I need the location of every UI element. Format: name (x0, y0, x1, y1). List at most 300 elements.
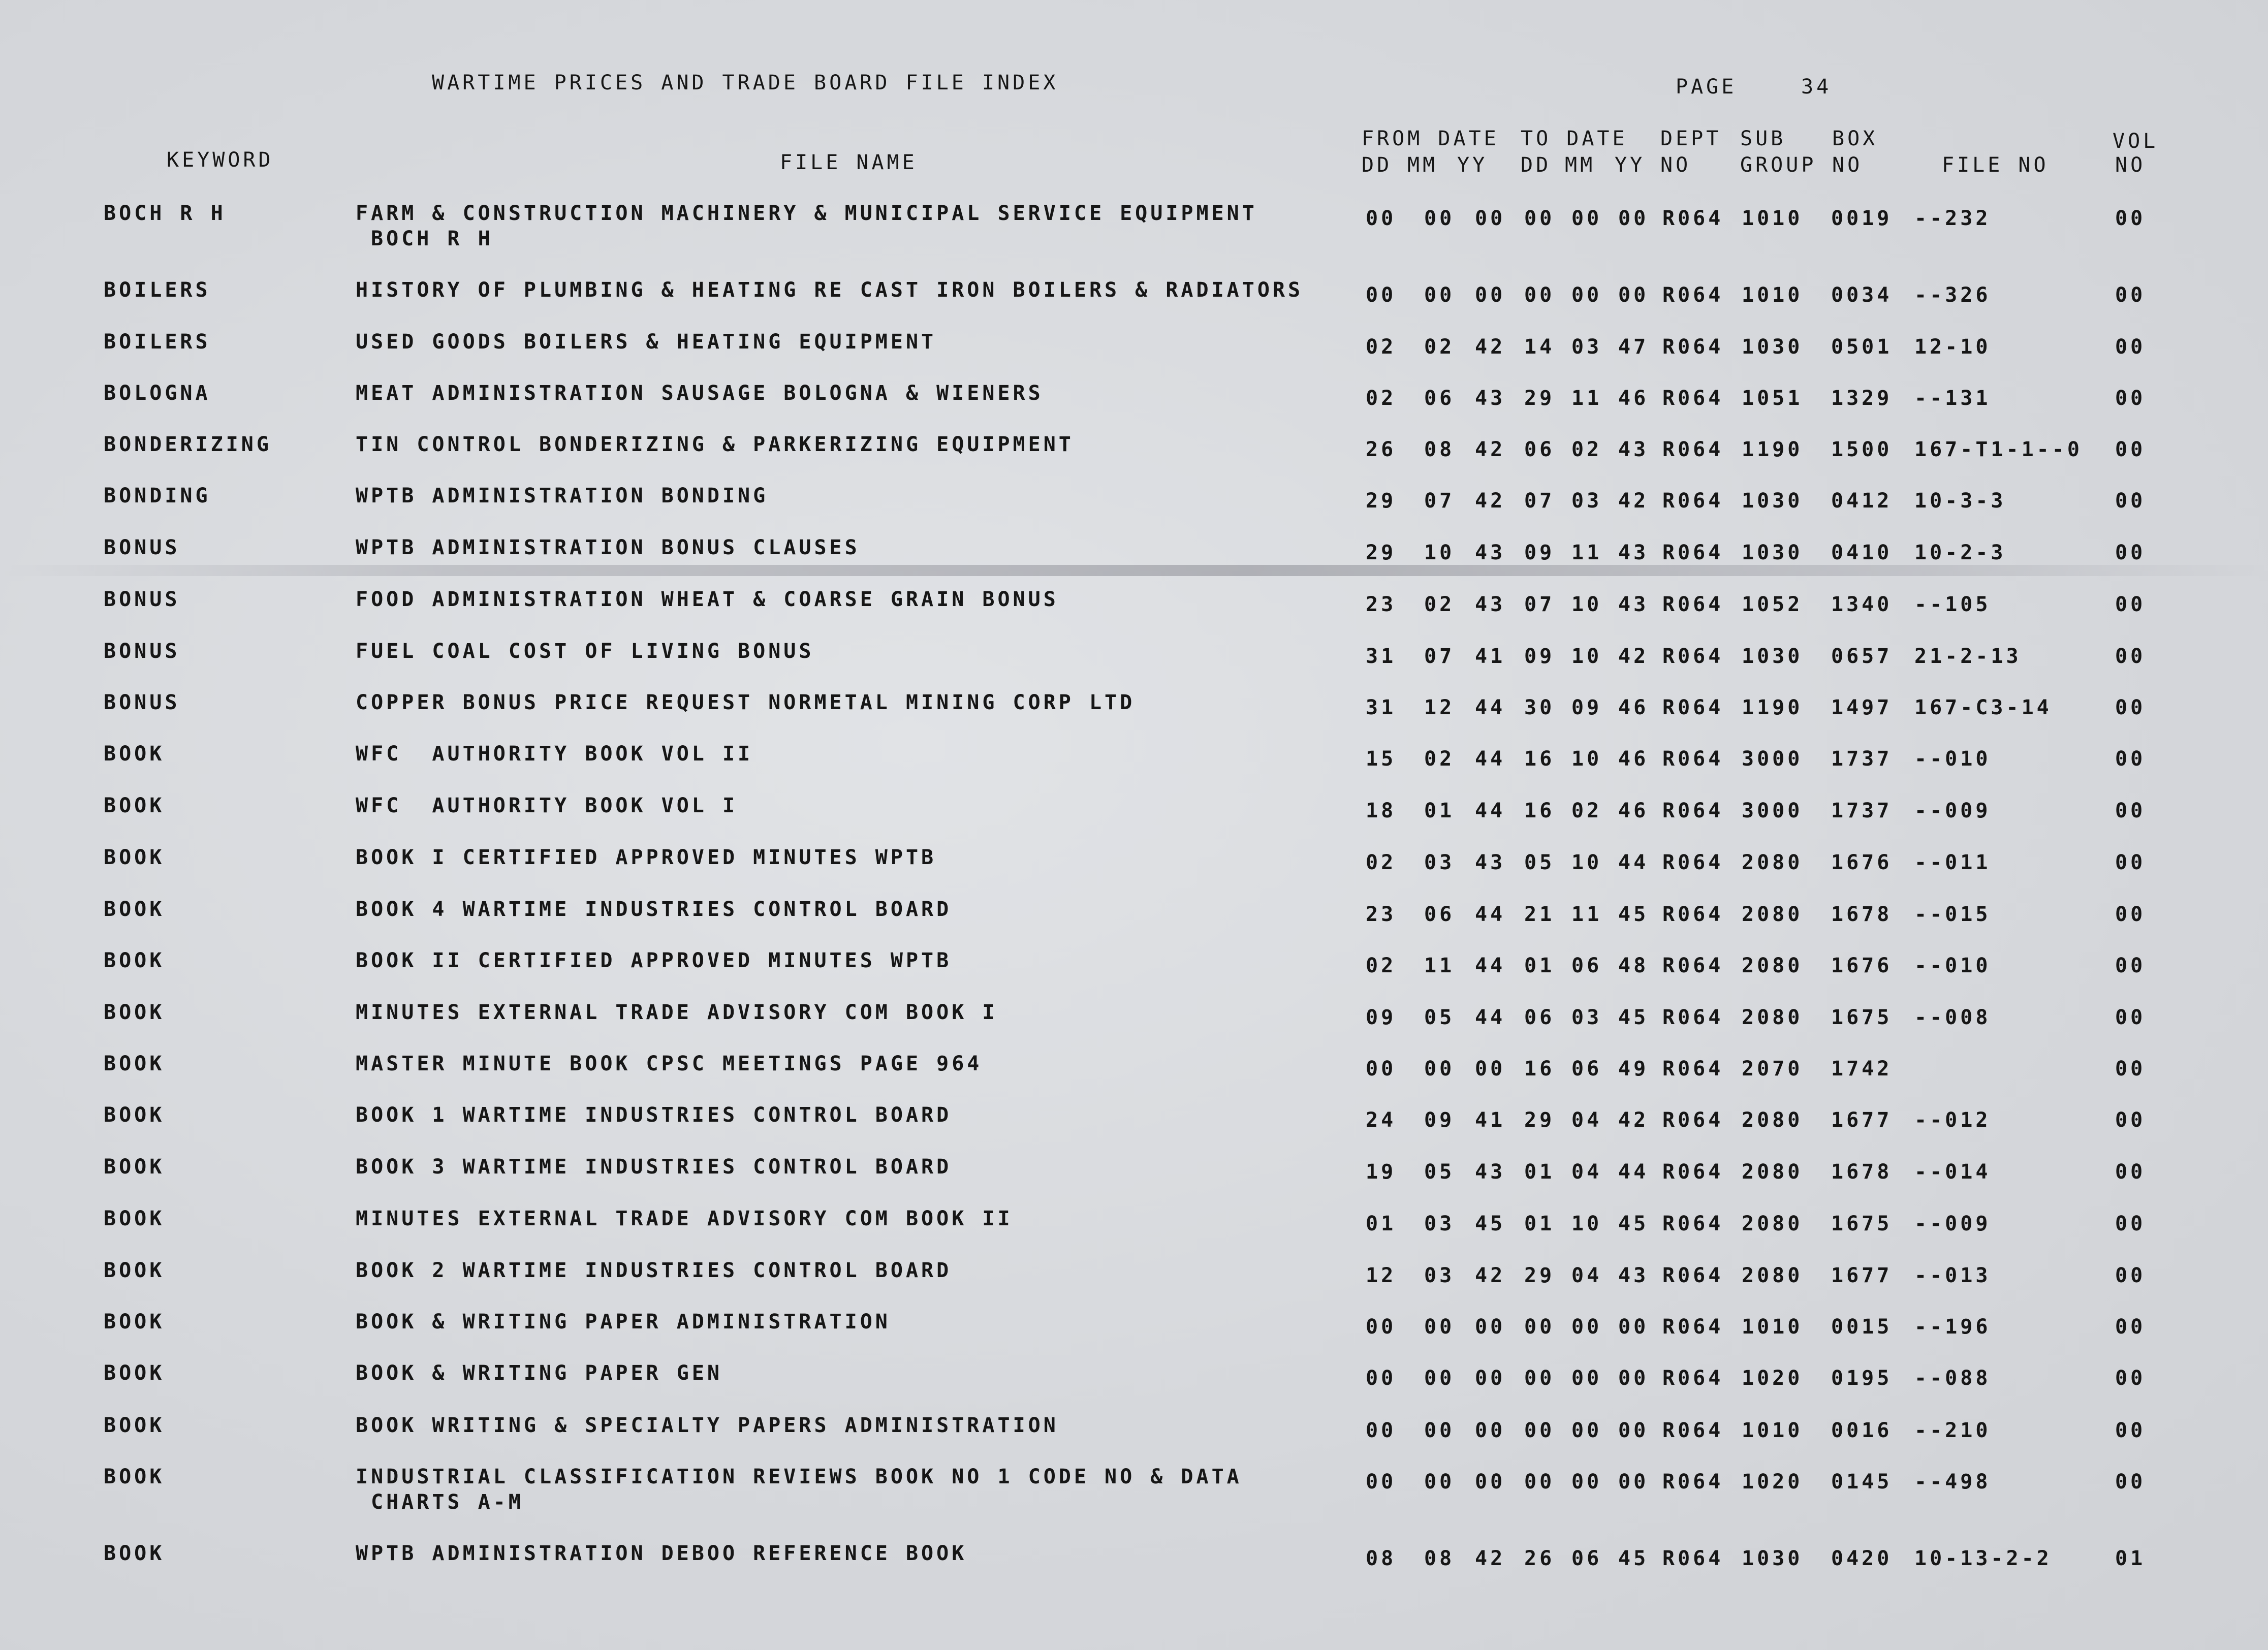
col-header-vol: VOL (2113, 130, 2159, 153)
cell-box-no: 0501 (1831, 335, 1893, 359)
cell-to-dd: 16 (1524, 1057, 1555, 1081)
table-row (0, 201, 2268, 257)
cell-file-name: WFC AUTHORITY BOOK VOL I (356, 794, 738, 817)
col-header-from-mm: MM (1407, 153, 1438, 177)
cell-from-mm: 00 (1424, 1470, 1455, 1494)
cell-to-mm: 02 (1571, 799, 1602, 822)
cell-from-mm: 00 (1424, 1057, 1455, 1081)
table-row (0, 897, 2268, 953)
cell-from-mm: 00 (1424, 283, 1455, 307)
cell-file-no: --010 (1914, 954, 1991, 977)
col-header-from-date: FROM DATE (1362, 127, 1499, 150)
cell-file-name: FUEL COAL COST OF LIVING BONUS (356, 640, 814, 663)
cell-to-dd: 00 (1524, 1315, 1555, 1339)
cell-vol-no: 00 (2115, 747, 2146, 771)
cell-to-mm: 09 (1571, 696, 1602, 719)
cell-keyword: BOCH R H (104, 202, 226, 225)
cell-to-dd: 00 (1524, 207, 1555, 230)
table-row (0, 1000, 2268, 1056)
cell-file-no: --326 (1914, 283, 1991, 307)
cell-box-no: 1677 (1831, 1264, 1893, 1287)
col-header-file-no: FILE NO (1942, 153, 2049, 177)
cell-dept-no: R064 (1662, 541, 1724, 564)
cell-vol-no: 00 (2115, 335, 2146, 359)
table-row (0, 380, 2268, 436)
cell-file-no: --008 (1914, 1006, 1991, 1029)
table-row (0, 793, 2268, 849)
cell-box-no: 1737 (1831, 747, 1893, 771)
cell-from-yy: 44 (1475, 903, 1506, 926)
cell-from-yy: 45 (1475, 1212, 1506, 1235)
cell-file-no: 167-C3-14 (1914, 696, 2052, 719)
table-row (0, 1102, 2268, 1158)
cell-to-yy: 45 (1618, 903, 1649, 926)
cell-to-dd: 07 (1524, 593, 1555, 616)
cell-to-yy: 45 (1618, 1212, 1649, 1235)
cell-box-no: 1675 (1831, 1212, 1893, 1235)
cell-vol-no: 00 (2115, 696, 2146, 719)
cell-to-dd: 21 (1524, 903, 1555, 926)
cell-box-no: 0420 (1831, 1547, 1893, 1570)
cell-from-mm: 10 (1424, 541, 1455, 564)
cell-vol-no: 00 (2115, 387, 2146, 410)
cell-dept-no: R064 (1662, 1547, 1724, 1570)
cell-dept-no: R064 (1662, 283, 1724, 307)
cell-to-dd: 14 (1524, 335, 1555, 359)
cell-vol-no: 00 (2115, 799, 2146, 822)
cell-box-no: 1500 (1831, 438, 1893, 461)
cell-dept-no: R064 (1662, 1419, 1724, 1442)
cell-sub-group: 1030 (1742, 489, 1803, 513)
cell-dept-no: R064 (1662, 851, 1724, 874)
cell-from-yy: 00 (1475, 1367, 1506, 1390)
cell-to-dd: 26 (1524, 1547, 1555, 1570)
cell-from-mm: 05 (1424, 1006, 1455, 1029)
col-header-from-yy: YY (1457, 153, 1488, 177)
table-row (0, 690, 2268, 746)
cell-file-name: MEAT ADMINISTRATION SAUSAGE BOLOGNA & WIENERS (356, 382, 1044, 405)
cell-box-no: 0412 (1831, 489, 1893, 513)
cell-keyword: BONUS (104, 536, 180, 559)
cell-file-no: --210 (1914, 1419, 1991, 1442)
cell-from-dd: 00 (1366, 1470, 1397, 1494)
cell-to-yy: 46 (1618, 799, 1649, 822)
cell-to-dd: 29 (1524, 1108, 1555, 1132)
cell-dept-no: R064 (1662, 954, 1724, 977)
cell-file-no: --232 (1914, 207, 1991, 230)
cell-from-dd: 12 (1366, 1264, 1397, 1287)
cell-keyword: BONDING (104, 484, 211, 507)
cell-dept-no: R064 (1662, 645, 1724, 668)
page-number: 34 (1801, 75, 1832, 99)
cell-from-dd: 15 (1366, 747, 1397, 771)
cell-keyword: BOOK (104, 846, 165, 869)
col-header-box-no: NO (1832, 153, 1863, 177)
cell-vol-no: 00 (2115, 1315, 2146, 1339)
cell-file-name-continuation: BOCH R H (371, 227, 493, 250)
cell-to-yy: 46 (1618, 387, 1649, 410)
cell-vol-no: 00 (2115, 1419, 2146, 1442)
cell-keyword: BOOK (104, 1542, 165, 1565)
cell-to-mm: 02 (1571, 438, 1602, 461)
cell-sub-group: 1020 (1742, 1470, 1803, 1494)
cell-file-no: 21-2-13 (1914, 645, 2022, 668)
cell-to-mm: 06 (1571, 954, 1602, 977)
cell-to-yy: 42 (1618, 645, 1649, 668)
cell-from-yy: 42 (1475, 1264, 1506, 1287)
cell-vol-no: 00 (2115, 1160, 2146, 1184)
cell-dept-no: R064 (1662, 1212, 1724, 1235)
cell-from-dd: 02 (1366, 851, 1397, 874)
cell-to-dd: 16 (1524, 747, 1555, 771)
cell-file-name: USED GOODS BOILERS & HEATING EQUIPMENT (356, 330, 937, 354)
cell-dept-no: R064 (1662, 1470, 1724, 1494)
cell-from-yy: 41 (1475, 1108, 1506, 1132)
cell-file-name: WPTB ADMINISTRATION DEBOO REFERENCE BOOK (356, 1542, 967, 1565)
cell-sub-group: 1030 (1742, 335, 1803, 359)
cell-dept-no: R064 (1662, 1006, 1724, 1029)
cell-vol-no: 00 (2115, 207, 2146, 230)
cell-to-dd: 01 (1524, 954, 1555, 977)
col-header-box: BOX (1832, 127, 1878, 150)
cell-dept-no: R064 (1662, 489, 1724, 513)
cell-from-yy: 41 (1475, 645, 1506, 668)
cell-sub-group: 1190 (1742, 696, 1803, 719)
cell-dept-no: R064 (1662, 799, 1724, 822)
cell-dept-no: R064 (1662, 696, 1724, 719)
cell-file-name: WPTB ADMINISTRATION BONDING (356, 484, 769, 507)
table-row (0, 1360, 2268, 1416)
cell-from-dd: 00 (1366, 1315, 1397, 1339)
cell-vol-no: 00 (2115, 903, 2146, 926)
cell-file-name: BOOK & WRITING PAPER GEN (356, 1361, 722, 1385)
cell-dept-no: R064 (1662, 1264, 1724, 1287)
cell-from-dd: 00 (1366, 207, 1397, 230)
cell-to-mm: 10 (1571, 593, 1602, 616)
cell-from-mm: 11 (1424, 954, 1455, 977)
cell-to-dd: 30 (1524, 696, 1555, 719)
cell-from-mm: 03 (1424, 851, 1455, 874)
cell-vol-no: 00 (2115, 645, 2146, 668)
cell-to-mm: 10 (1571, 747, 1602, 771)
cell-box-no: 1737 (1831, 799, 1893, 822)
cell-to-yy: 46 (1618, 696, 1649, 719)
cell-to-yy: 00 (1618, 1315, 1649, 1339)
cell-box-no: 1677 (1831, 1108, 1893, 1132)
cell-to-mm: 11 (1571, 541, 1602, 564)
cell-to-yy: 44 (1618, 1160, 1649, 1184)
table-row (0, 277, 2268, 333)
table-row (0, 741, 2268, 797)
cell-sub-group: 1030 (1742, 1547, 1803, 1570)
cell-box-no: 0019 (1831, 207, 1893, 230)
table-row (0, 1154, 2268, 1210)
cell-to-yy: 00 (1618, 1470, 1649, 1494)
cell-from-yy: 43 (1475, 851, 1506, 874)
cell-from-mm: 02 (1424, 593, 1455, 616)
cell-from-yy: 00 (1475, 1470, 1506, 1494)
cell-to-yy: 43 (1618, 541, 1649, 564)
cell-keyword: BOILERS (104, 330, 211, 354)
cell-file-no: --088 (1914, 1367, 1991, 1390)
cell-to-yy: 47 (1618, 335, 1649, 359)
cell-to-yy: 43 (1618, 1264, 1649, 1287)
cell-from-dd: 02 (1366, 954, 1397, 977)
cell-dept-no: R064 (1662, 207, 1724, 230)
cell-from-dd: 00 (1366, 1367, 1397, 1390)
cell-from-yy: 42 (1475, 489, 1506, 513)
cell-sub-group: 2080 (1742, 1212, 1803, 1235)
cell-vol-no: 00 (2115, 283, 2146, 307)
cell-from-yy: 44 (1475, 799, 1506, 822)
cell-sub-group: 1030 (1742, 645, 1803, 668)
cell-to-dd: 29 (1524, 387, 1555, 410)
cell-file-name: FOOD ADMINISTRATION WHEAT & COARSE GRAIN BONUS (356, 588, 1059, 611)
cell-file-no: --012 (1914, 1108, 1991, 1132)
cell-file-no: --009 (1914, 1212, 1991, 1235)
cell-from-yy: 42 (1475, 438, 1506, 461)
cell-dept-no: R064 (1662, 903, 1724, 926)
cell-keyword: BONUS (104, 691, 180, 714)
cell-file-name: BOOK 3 WARTIME INDUSTRIES CONTROL BOARD (356, 1155, 952, 1179)
cell-to-yy: 43 (1618, 438, 1649, 461)
cell-to-dd: 09 (1524, 541, 1555, 564)
cell-from-yy: 43 (1475, 387, 1506, 410)
cell-vol-no: 00 (2115, 1057, 2146, 1081)
table-row (0, 432, 2268, 488)
cell-from-dd: 00 (1366, 1419, 1397, 1442)
table-row (0, 483, 2268, 539)
cell-dept-no: R064 (1662, 387, 1724, 410)
cell-to-mm: 10 (1571, 851, 1602, 874)
page-label: PAGE (1676, 75, 1737, 99)
cell-file-name: HISTORY OF PLUMBING & HEATING RE CAST IRON BOILERS & RADIATORS (356, 278, 1304, 302)
cell-keyword: BOOK (104, 1052, 165, 1075)
cell-from-yy: 44 (1475, 747, 1506, 771)
cell-keyword: BOOK (104, 949, 165, 972)
cell-file-name: MINUTES EXTERNAL TRADE ADVISORY COM BOOK I (356, 1001, 998, 1024)
table-row (0, 1258, 2268, 1314)
cell-vol-no: 00 (2115, 541, 2146, 564)
cell-to-mm: 00 (1571, 1315, 1602, 1339)
cell-from-yy: 00 (1475, 1419, 1506, 1442)
cell-from-yy: 42 (1475, 1547, 1506, 1570)
cell-keyword: BOOK (104, 1310, 165, 1334)
cell-to-dd: 06 (1524, 438, 1555, 461)
cell-from-mm: 08 (1424, 438, 1455, 461)
cell-sub-group: 2080 (1742, 954, 1803, 977)
cell-file-name: TIN CONTROL BONDERIZING & PARKERIZING EQUIPMENT (356, 433, 1074, 456)
cell-to-dd: 01 (1524, 1212, 1555, 1235)
cell-from-mm: 09 (1424, 1108, 1455, 1132)
cell-to-dd: 16 (1524, 799, 1555, 822)
cell-to-dd: 06 (1524, 1006, 1555, 1029)
cell-sub-group: 1010 (1742, 1419, 1803, 1442)
cell-dept-no: R064 (1662, 1057, 1724, 1081)
cell-sub-group: 2080 (1742, 903, 1803, 926)
cell-dept-no: R064 (1662, 335, 1724, 359)
cell-vol-no: 00 (2115, 851, 2146, 874)
cell-box-no: 1676 (1831, 954, 1893, 977)
cell-to-mm: 11 (1571, 387, 1602, 410)
cell-from-dd: 19 (1366, 1160, 1397, 1184)
cell-from-mm: 01 (1424, 799, 1455, 822)
cell-from-dd: 23 (1366, 593, 1397, 616)
cell-file-no: 10-3-3 (1914, 489, 2006, 513)
table-row (0, 1309, 2268, 1365)
cell-sub-group: 1030 (1742, 541, 1803, 564)
cell-file-no: --014 (1914, 1160, 1991, 1184)
cell-from-mm: 12 (1424, 696, 1455, 719)
cell-file-no: 10-13-2-2 (1914, 1547, 2052, 1570)
cell-sub-group: 2080 (1742, 1264, 1803, 1287)
table-row (0, 535, 2268, 591)
table-row (0, 1051, 2268, 1107)
cell-dept-no: R064 (1662, 747, 1724, 771)
cell-file-name: MINUTES EXTERNAL TRADE ADVISORY COM BOOK II (356, 1207, 1013, 1230)
cell-from-yy: 43 (1475, 541, 1506, 564)
cell-vol-no: 00 (2115, 593, 2146, 616)
col-header-sub-group: GROUP (1740, 153, 1817, 177)
cell-vol-no: 00 (2115, 1006, 2146, 1029)
cell-box-no: 1329 (1831, 387, 1893, 410)
cell-keyword: BOLOGNA (104, 382, 211, 405)
cell-to-dd: 29 (1524, 1264, 1555, 1287)
cell-box-no: 1675 (1831, 1006, 1893, 1029)
col-header-dept: DEPT (1660, 127, 1722, 150)
cell-file-no: --196 (1914, 1315, 1991, 1339)
cell-file-name: BOOK I CERTIFIED APPROVED MINUTES WPTB (356, 846, 937, 869)
cell-file-name: MASTER MINUTE BOOK CPSC MEETINGS PAGE 964 (356, 1052, 983, 1075)
page-title: WARTIME PRICES AND TRADE BOARD FILE INDEX (432, 71, 1059, 94)
col-header-to-yy: YY (1615, 153, 1646, 177)
cell-file-no: 12-10 (1914, 335, 1991, 359)
cell-box-no: 1678 (1831, 1160, 1893, 1184)
col-header-vol-no: NO (2115, 153, 2146, 177)
cell-vol-no: 00 (2115, 1367, 2146, 1390)
cell-dept-no: R064 (1662, 1315, 1724, 1339)
cell-from-dd: 31 (1366, 696, 1397, 719)
cell-keyword: BOOK (104, 1414, 165, 1437)
cell-to-mm: 11 (1571, 903, 1602, 926)
cell-file-no: --011 (1914, 851, 1991, 874)
cell-file-no: --013 (1914, 1264, 1991, 1287)
cell-from-yy: 00 (1475, 1057, 1506, 1081)
cell-sub-group: 2080 (1742, 1006, 1803, 1029)
cell-to-yy: 00 (1618, 207, 1649, 230)
cell-file-no: --498 (1914, 1470, 1991, 1494)
cell-from-dd: 08 (1366, 1547, 1397, 1570)
cell-file-no: 167-T1-1--0 (1914, 438, 2083, 461)
cell-dept-no: R064 (1662, 438, 1724, 461)
cell-to-yy: 45 (1618, 1006, 1649, 1029)
cell-to-mm: 00 (1571, 207, 1602, 230)
cell-from-dd: 24 (1366, 1108, 1397, 1132)
table-row (0, 845, 2268, 901)
cell-sub-group: 2080 (1742, 1108, 1803, 1132)
cell-sub-group: 2080 (1742, 851, 1803, 874)
col-header-dept-no: NO (1660, 153, 1691, 177)
cell-from-mm: 00 (1424, 207, 1455, 230)
cell-dept-no: R064 (1662, 593, 1724, 616)
cell-file-name: COPPER BONUS PRICE REQUEST NORMETAL MINING CORP LTD (356, 691, 1136, 714)
cell-from-dd: 18 (1366, 799, 1397, 822)
cell-dept-no: R064 (1662, 1160, 1724, 1184)
cell-from-dd: 29 (1366, 489, 1397, 513)
cell-sub-group: 3000 (1742, 747, 1803, 771)
cell-to-dd: 00 (1524, 1419, 1555, 1442)
cell-box-no: 1497 (1831, 696, 1893, 719)
cell-box-no: 0145 (1831, 1470, 1893, 1494)
cell-to-mm: 10 (1571, 1212, 1602, 1235)
cell-file-name: BOOK 1 WARTIME INDUSTRIES CONTROL BOARD (356, 1103, 952, 1127)
cell-to-dd: 07 (1524, 489, 1555, 513)
cell-to-dd: 00 (1524, 1470, 1555, 1494)
cell-from-dd: 31 (1366, 645, 1397, 668)
col-header-to-date: TO DATE (1521, 127, 1628, 150)
cell-from-mm: 03 (1424, 1212, 1455, 1235)
cell-keyword: BOILERS (104, 278, 211, 302)
cell-box-no: 0034 (1831, 283, 1893, 307)
cell-to-dd: 01 (1524, 1160, 1555, 1184)
cell-to-yy: 00 (1618, 283, 1649, 307)
cell-sub-group: 1020 (1742, 1367, 1803, 1390)
cell-keyword: BONUS (104, 588, 180, 611)
cell-keyword: BOOK (104, 1155, 165, 1179)
cell-from-mm: 07 (1424, 645, 1455, 668)
cell-from-mm: 00 (1424, 1367, 1455, 1390)
cell-to-yy: 00 (1618, 1367, 1649, 1390)
cell-file-name: WPTB ADMINISTRATION BONUS CLAUSES (356, 536, 860, 559)
cell-keyword: BOOK (104, 898, 165, 921)
cell-to-mm: 06 (1571, 1057, 1602, 1081)
cell-keyword: BOOK (104, 1103, 165, 1127)
cell-from-mm: 08 (1424, 1547, 1455, 1570)
cell-file-name: BOOK WRITING & SPECIALTY PAPERS ADMINISTRATION (356, 1414, 1059, 1437)
col-header-sub: SUB (1740, 127, 1786, 150)
cell-sub-group: 1010 (1742, 207, 1803, 230)
cell-file-name-continuation: CHARTS A-M (371, 1490, 524, 1514)
cell-to-mm: 04 (1571, 1160, 1602, 1184)
cell-sub-group: 1051 (1742, 387, 1803, 410)
cell-from-yy: 00 (1475, 207, 1506, 230)
cell-to-dd: 00 (1524, 1367, 1555, 1390)
cell-box-no: 1340 (1831, 593, 1893, 616)
cell-file-no: --105 (1914, 593, 1991, 616)
cell-keyword: BOOK (104, 1001, 165, 1024)
cell-file-no: --009 (1914, 799, 1991, 822)
cell-from-dd: 29 (1366, 541, 1397, 564)
table-row (0, 329, 2268, 385)
cell-to-mm: 00 (1571, 1470, 1602, 1494)
cell-from-dd: 23 (1366, 903, 1397, 926)
cell-to-yy: 43 (1618, 593, 1649, 616)
cell-box-no: 0657 (1831, 645, 1893, 668)
cell-keyword: BOOK (104, 1465, 165, 1488)
cell-box-no: 0015 (1831, 1315, 1893, 1339)
cell-box-no: 0195 (1831, 1367, 1893, 1390)
cell-from-dd: 02 (1366, 335, 1397, 359)
cell-to-dd: 09 (1524, 645, 1555, 668)
cell-keyword: BOOK (104, 742, 165, 766)
cell-from-yy: 00 (1475, 283, 1506, 307)
cell-to-mm: 06 (1571, 1547, 1602, 1570)
cell-keyword: BONUS (104, 640, 180, 663)
cell-sub-group: 2080 (1742, 1160, 1803, 1184)
cell-file-name: BOOK 2 WARTIME INDUSTRIES CONTROL BOARD (356, 1259, 952, 1282)
table-row (0, 639, 2268, 694)
cell-dept-no: R064 (1662, 1367, 1724, 1390)
